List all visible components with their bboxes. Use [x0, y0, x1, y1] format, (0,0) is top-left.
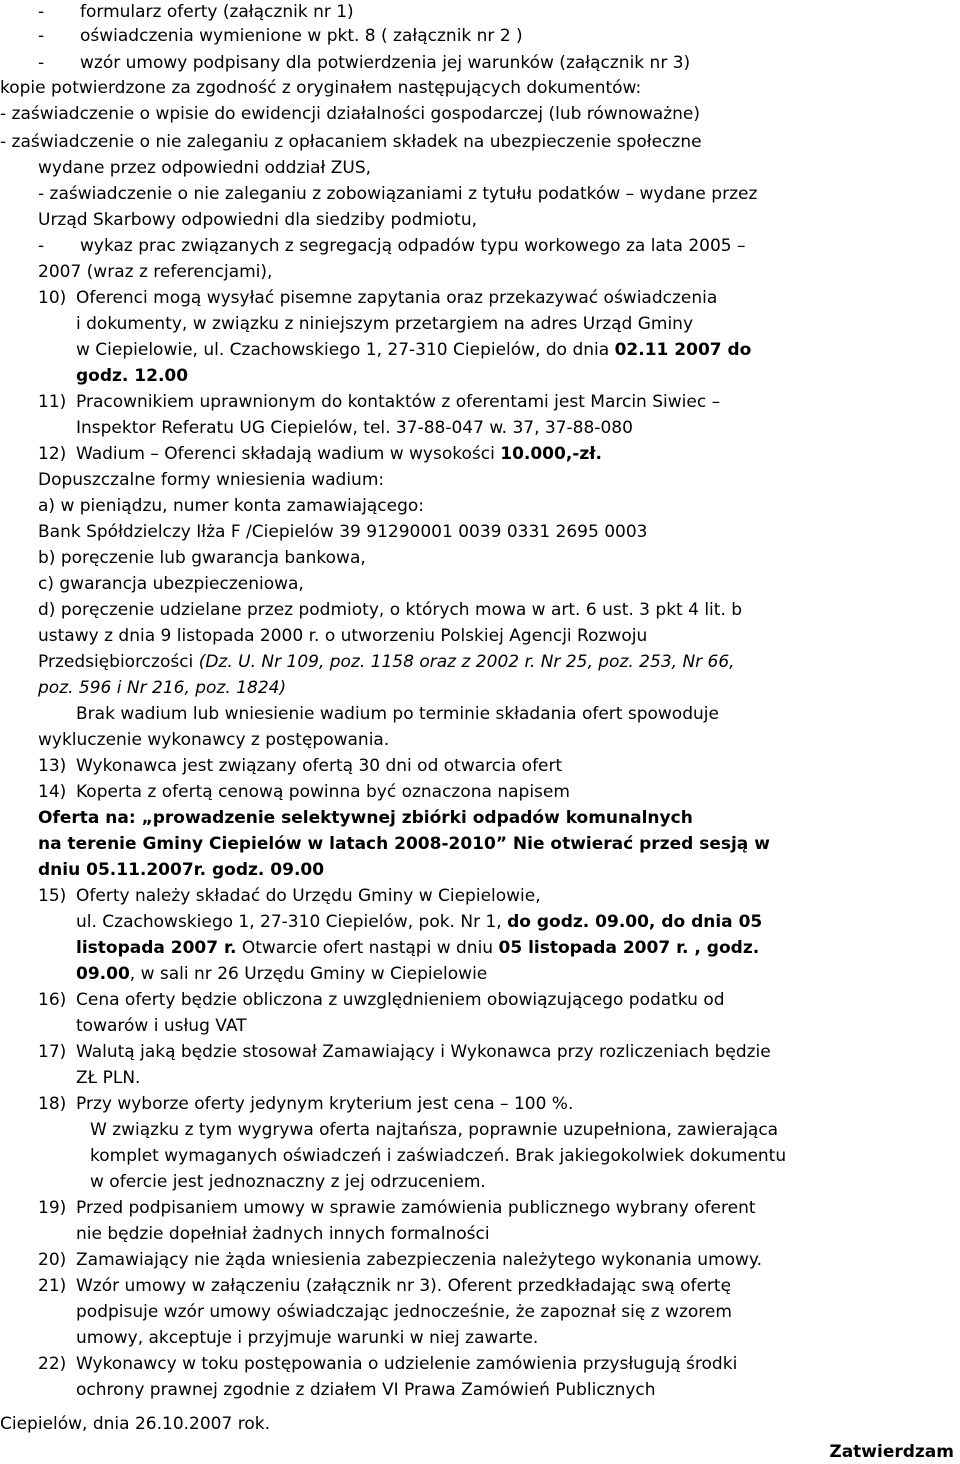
item-number: 15): [38, 886, 67, 906]
item-number: 13): [38, 756, 67, 776]
numbered-item-15: [38, 885, 541, 907]
text-line: a) w pieniądzu, numer konta zamawiającego:: [38, 496, 425, 516]
text-line: ustawy z dnia 9 listopada 2000 r. o utworzeniu Polskiej Agencji Rozwoju: [38, 626, 648, 646]
deadline-bold: listopada 2007 r.: [76, 938, 237, 958]
offer-label-bold: dniu 05.11.2007r. godz. 09.00: [38, 860, 325, 880]
text-line: [76, 339, 751, 361]
item-text: Przy wyborze oferty jedynym kryterium jest cena – 100 %.: [76, 1094, 574, 1114]
item-number: 20): [38, 1250, 67, 1270]
text-line: b) poręczenie lub gwarancja bankowa,: [38, 548, 366, 568]
text-line: umowy, akceptuje i przyjmuje warunki w niej zawarte.: [76, 1328, 539, 1348]
footer-signature: Zatwierdzam: [829, 1442, 954, 1462]
text-line: 2007 (wraz z referencjami),: [38, 262, 273, 282]
text-line: d) poręczenie udzielane przez podmioty, o których mowa w art. 6 ust. 3 pkt 4 lit. b: [38, 600, 743, 620]
text-line: W związku z tym wygrywa oferta najtańsza, poprawnie uzupełniona, zawierająca: [90, 1120, 779, 1140]
text-line: - zaświadczenie o wpisie do ewidencji działalności gospodarczej (lub równoważne): [0, 104, 701, 124]
deadline-bold: do godz. 09.00, do dnia 05: [507, 912, 763, 932]
item-number: 12): [38, 444, 67, 464]
item-text: wykaz prac związanych z segregacją odpadów typu workowego za lata 2005 –: [80, 236, 746, 256]
text-line: Urząd Skarbowy odpowiedni dla siedziby podmiotu,: [38, 210, 478, 230]
numbered-item-12: [38, 443, 602, 465]
text-line: - zaświadczenie o nie zaleganiu z opłacaniem składek na ubezpieczenie społeczne: [0, 132, 702, 152]
numbered-item-13: [38, 755, 562, 777]
text-line: - zaświadczenie o nie zaleganiu z zobowiązaniami z tytułu podatków – wydane przez: [38, 184, 758, 204]
item-text: Wzór umowy w załączeniu (załącznik nr 3). Oferent przedkładając swą ofertę: [76, 1276, 732, 1296]
text-line: i dokumenty, w związku z niniejszym przetargiem na adres Urząd Gminy: [76, 314, 694, 334]
item-text: formularz oferty (załącznik nr 1): [80, 2, 354, 22]
numbered-item-22: [38, 1353, 737, 1375]
numbered-item-16: [38, 989, 725, 1011]
citation-italic: poz. 596 i Nr 216, poz. 1824): [38, 678, 287, 698]
item-text: Przed podpisaniem umowy w sprawie zamówienia publicznego wybrany oferent: [76, 1198, 756, 1218]
text-run: Przedsiębiorczości: [38, 652, 199, 672]
offer-label-bold: na terenie Gminy Ciepielów w latach 2008-2010” Nie otwierać przed sesją w: [38, 834, 770, 854]
numbered-item-17: [38, 1041, 771, 1063]
numbered-item-21: [38, 1275, 731, 1297]
deadline-bold: 02.11 2007 do: [614, 340, 752, 360]
offer-label-line: [38, 807, 693, 829]
item-text: Pracownikiem uprawnionym do kontaktów z oferentami jest Marcin Siwiec –: [76, 392, 721, 412]
item-text: Koperta z ofertą cenową powinna być oznaczona napisem: [76, 782, 570, 802]
text-line: Dopuszczalne formy wniesienia wadium:: [38, 470, 385, 490]
item-text: Zamawiający nie żąda wniesienia zabezpieczenia należytego wykonania umowy.: [76, 1250, 762, 1270]
item-text: Oferty należy składać do Urzędu Gminy w Ciepielowie,: [76, 886, 541, 906]
text-run: , w sali nr 26 Urzędu Gminy w Ciepielowie: [129, 964, 488, 984]
item-text: Wykonawca jest związany ofertą 30 dni od otwarcia ofert: [76, 756, 563, 776]
list-item: - wzór umowy podpisany dla potwierdzenia jej warunków (załącznik nr 3): [38, 53, 691, 73]
list-item: - formularz oferty (załącznik nr 1): [38, 2, 354, 22]
list-item: - oświadczenia wymienione w pkt. 8 ( załącznik nr 2 ): [38, 26, 523, 46]
item-number: 11): [38, 392, 67, 412]
text-line: kopie potwierdzone za zgodność z oryginałem następujących dokumentów:: [0, 78, 642, 98]
text-line: Brak wadium lub wniesienie wadium po terminie składania ofert spowoduje: [76, 704, 719, 724]
numbered-item-18: [38, 1093, 573, 1115]
text-line: towarów i usług VAT: [76, 1016, 247, 1036]
item-text: Wykonawcy w toku postępowania o udzielenie zamówienia przysługują środki: [76, 1354, 738, 1374]
item-text: Wadium – Oferenci składają wadium w wysokości: [76, 444, 501, 464]
item-number: 18): [38, 1094, 67, 1114]
text-run: Otwarcie ofert nastąpi w dniu: [236, 938, 499, 958]
numbered-item-10: [38, 287, 717, 309]
numbered-item-14: [38, 781, 570, 803]
item-text: wzór umowy podpisany dla potwierdzenia jej warunków (załącznik nr 3): [80, 53, 691, 73]
offer-label-line: [38, 833, 770, 855]
text-line: ochrony prawnej zgodnie z działem VI Prawa Zamówień Publicznych: [76, 1380, 656, 1400]
text-line: nie będzie dopełniał żadnych innych formalności: [76, 1224, 490, 1244]
text-line: podpisuje wzór umowy oświadczając jednocześnie, że zapoznał się z wzorem: [76, 1302, 732, 1322]
text-line: [76, 937, 759, 959]
deadline-bold: 09.00: [76, 964, 130, 984]
item-text: oświadczenia wymienione w pkt. 8 ( załącznik nr 2 ): [80, 26, 523, 46]
item-number: 21): [38, 1276, 67, 1296]
numbered-item-11: [38, 391, 720, 413]
offer-label-line: [38, 859, 324, 881]
item-number: 22): [38, 1354, 67, 1374]
text-run: w Ciepielowie, ul. Czachowskiego 1, 27-310 Ciepielów, do dnia: [76, 340, 615, 360]
text-run: ul. Czachowskiego 1, 27-310 Ciepielów, pok. Nr 1,: [76, 912, 508, 932]
text-line: komplet wymaganych oświadczeń i zaświadczeń. Brak jakiegokolwiek dokumentu: [90, 1146, 787, 1166]
text-line: [38, 651, 735, 673]
offer-label-bold: Oferta na: „prowadzenie selektywnej zbiórki odpadów komunalnych: [38, 808, 693, 828]
numbered-item-19: [38, 1197, 756, 1219]
citation-italic: (Dz. U. Nr 109, poz. 1158 oraz z 2002 r. Nr 25, poz. 253, Nr 66,: [198, 652, 735, 672]
text-line: [76, 911, 762, 933]
item-text: Oferenci mogą wysyłać pisemne zapytania oraz przekazywać oświadczenia: [76, 288, 718, 308]
item-number: 16): [38, 990, 67, 1010]
item-text: Cena oferty będzie obliczona z uwzględnieniem obowiązującego podatku od: [76, 990, 725, 1010]
deadline-bold: 05 listopada 2007 r. , godz.: [498, 938, 760, 958]
text-line: Inspektor Referatu UG Ciepielów, tel. 37-88-047 w. 37, 37-88-080: [76, 418, 633, 438]
text-line: w ofercie jest jednoznaczny z jej odrzuceniem.: [90, 1172, 486, 1192]
footer-place-date: Ciepielów, dnia 26.10.2007 rok.: [0, 1414, 270, 1434]
numbered-item-20: [38, 1249, 762, 1271]
text-line: [38, 677, 286, 699]
text-line: c) gwarancja ubezpieczeniowa,: [38, 574, 304, 594]
text-line: wykluczenie wykonawcy z postępowania.: [38, 730, 390, 750]
text-line: Bank Spółdzielczy Iłża F /Ciepielów 39 91290001 0039 0331 2695 0003: [38, 522, 648, 542]
item-text: Walutą jaką będzie stosował Zamawiający i Wykonawca przy rozliczeniach będzie: [76, 1042, 771, 1062]
item-number: 10): [38, 288, 67, 308]
text-line: wydane przez odpowiedni oddział ZUS,: [38, 158, 372, 178]
text-line: [76, 963, 487, 985]
text-line: [76, 365, 188, 387]
amount-bold: 10.000,-zł.: [500, 444, 603, 464]
list-item: - wykaz prac związanych z segregacją odpadów typu workowego za lata 2005 –: [38, 236, 746, 256]
item-number: 19): [38, 1198, 67, 1218]
deadline-bold: godz. 12.00: [76, 366, 189, 386]
item-number: 14): [38, 782, 67, 802]
item-number: 17): [38, 1042, 67, 1062]
text-line: ZŁ PLN.: [76, 1068, 141, 1088]
